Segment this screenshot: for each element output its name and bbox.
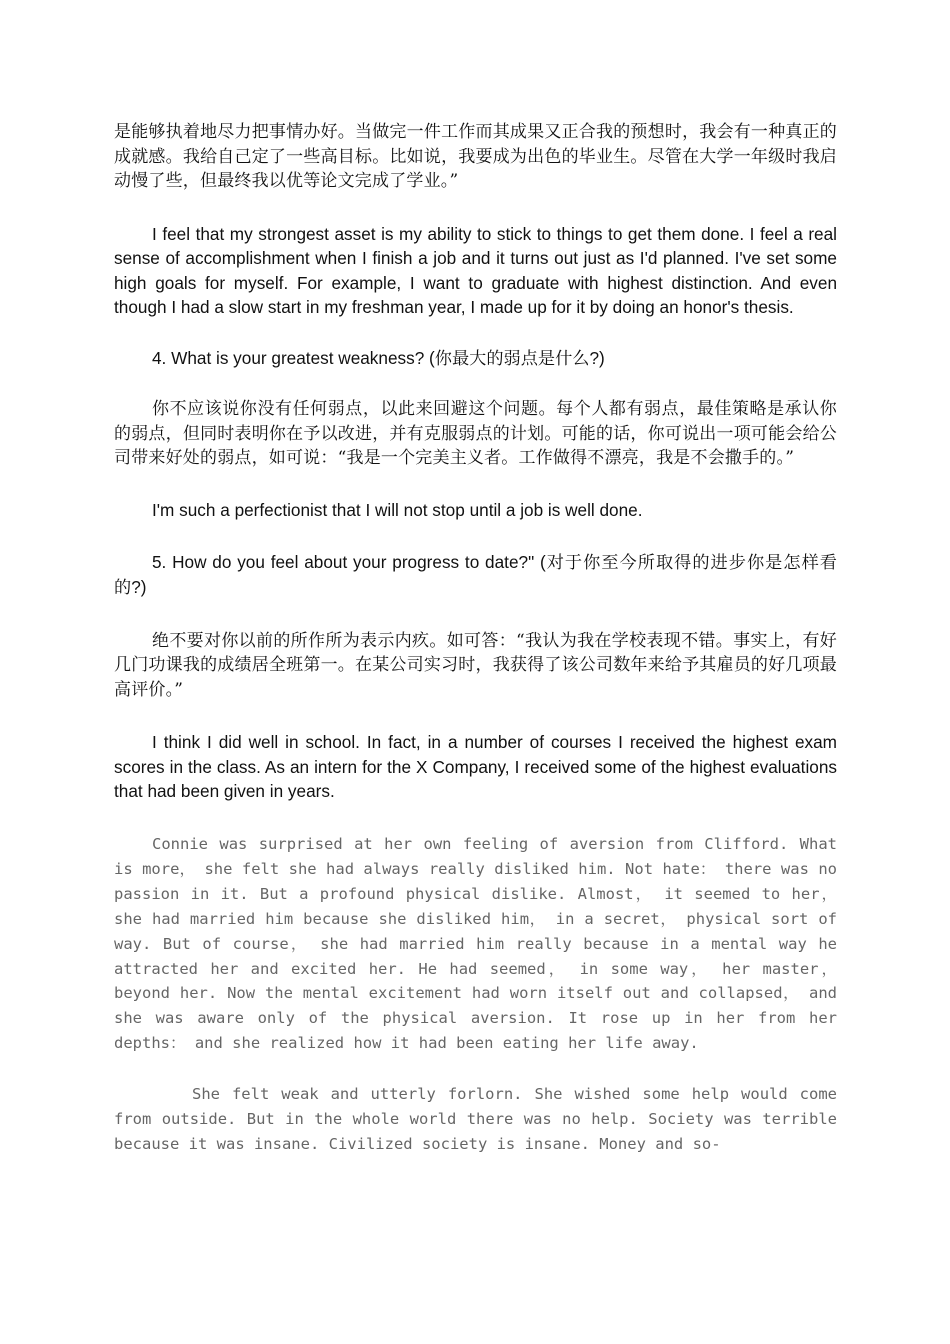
question-4-en: 4. What is your greatest weakness? ( [152, 347, 435, 368]
question-5-zh: 对于你至今所取得的进步你是怎样看的 [114, 552, 837, 599]
question-4-heading [114, 346, 837, 372]
paragraph-zh-answer-3: 是能够执着地尽力把事情办好。当做完一件工作而其成果又正合我的预想时，我会有一种真正的成就感。我给自己定了一些高目标。比如说，我要成为出色的毕业生。尽管在大学一年级时我启动慢了些，但最终我以优等论文完成了学业。” [114, 122, 837, 191]
question-5-end: ?) [131, 577, 147, 598]
paragraph-zh-answer-4: 你不应该说你没有任何弱点，以此来回避这个问题。每个人都有弱点，最佳策略是承认你的弱点，但同时表明你在予以改进，并有克服弱点的计划。可能的话，你可说出一项可能会给公司带来好处的弱点，如可说：“我是一个完美主义者。工作做得不漂亮，我是不会撒手的。” [114, 399, 837, 469]
paragraph-zh-answer-5: 绝不要对你以前的所作所为表示内疚。如可答：“我认为我在学校表现不错。事实上，有好几门功课我的成绩居全班第一。在某公司实习时，我获得了该公司数年来给予其雇员的好几项最高评价。” [114, 630, 837, 700]
question-5-en: 5. How do you feel about your progress to date?" ( [152, 551, 546, 572]
document-page [114, 120, 837, 1157]
paragraph-literary-excerpt-2: She felt weak and utterly forlorn. She wished some help would come from outside. But in the whole world there was no help. Society was terrible because it was insane. Civilized society is insane. Money and so- [114, 1085, 837, 1153]
paragraph-literary-excerpt-1: Connie was surprised at her own feeling of aversion from Clifford. What is more， she felt she had always really disliked him. Not hate： there was no passion in it. But a profound physical dislike. Almost， it seemed to her， she had married him because she disliked him， in a secret， physical sort of way. But of course， she had married him really because in a mental way he attracted her and excited her. He had seemed， in some way， her master， beyond her. Now the mental excitement had worn itself out and collapsed， and she was aware only of the physical aversion. It rose up in her from her depths： and she realized how it had been eating her life away. [114, 835, 837, 1053]
paragraph-en-answer-4: I'm such a perfectionist that I will not stop until a job is well done. [152, 499, 643, 520]
paragraph-en-answer-3: I feel that my strongest asset is my ability to stick to things to get them done. I feel a real sense of accomplishment when I finish a job and it turns out just as I'd planned. I've set some high goals for myself. For example, I want to graduate with highest distinction. And even though I had a slow start in my freshman year, I made up for it by doing an honor's thesis. [114, 223, 837, 318]
paragraph-en-answer-5: I think I did well in school. In fact, in a number of courses I received the highest exam scores in the class. As an intern for the X Company, I received some of the highest evaluations that had been given in years. [114, 732, 837, 802]
question-4-end: ?) [589, 347, 605, 368]
question-4-zh: 你最大的弱点是什么 [434, 348, 590, 369]
question-5-heading [114, 550, 837, 601]
